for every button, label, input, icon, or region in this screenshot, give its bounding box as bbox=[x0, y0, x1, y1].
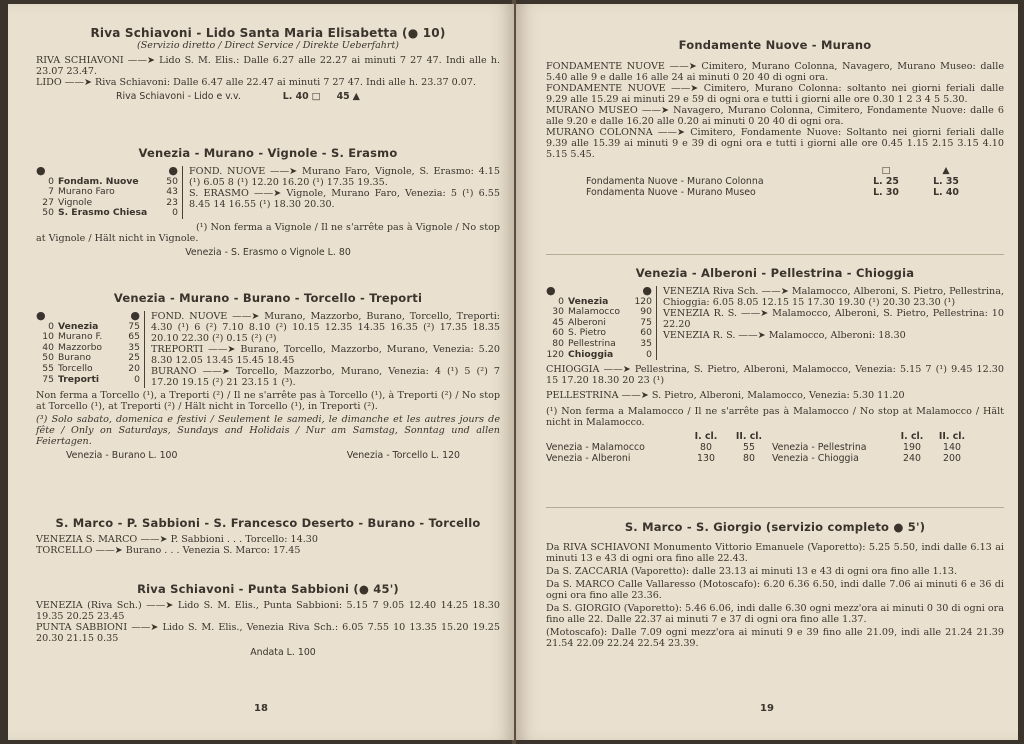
bullet-icon: ● bbox=[36, 164, 46, 177]
section-sabbioni bbox=[36, 582, 500, 658]
stop-name: Burano bbox=[58, 352, 91, 364]
fare-table bbox=[586, 165, 1004, 198]
stop-km: 75 bbox=[42, 373, 54, 385]
stop-km: 10 bbox=[42, 331, 54, 343]
timetable-entry: VENEZIA S. MARCO ——➤ P. Sabbioni . . . Torcello: 14.30 bbox=[36, 534, 318, 545]
timetable-entry: VENEZIA R. S. ——➤ Malamocco, Alberoni, S. Pietro, Pellestrina: 10 22.20 bbox=[663, 308, 1004, 330]
timetable-entry: FONDAMENTE NUOVE ——➤ Cimitero, Murano Colonna: soltanto nei giorni feriali dalle 9.29 alle 15.29 ai minuti 29 e 59 di ogni ora e tutti i giorni alle ore 0.30 1 2 3 4 5 5.30. bbox=[546, 83, 1004, 105]
bullet-icon: ● bbox=[36, 309, 46, 322]
stop-name: Chioggia bbox=[568, 348, 614, 360]
footnote: (¹) Non ferma a Malamocco / Il ne s'arrête pas à Malamocco / No stop at Malamocco / Hält nicht in Malamocco. bbox=[546, 406, 1004, 429]
timetable-entry: FONDAMENTE NUOVE ——➤ Cimitero, Murano Colonna, Navagero, Murano Museo: dalle 5.40 alle 9 e dalle 16 alle 24 ai minuti 0 20 40 di ogni ora. bbox=[546, 61, 1004, 83]
stop-row bbox=[36, 375, 140, 386]
timetable-entry: S. ERASMO ——➤ Vignole, Murano Faro, Venezia: 5 (¹) 6.55 8.45 14 16.55 (¹) 18.30 20.30. bbox=[189, 188, 500, 210]
section-giorgio bbox=[546, 520, 1004, 649]
timetable-entry: Da RIVA SCHIAVONI Monumento Vittorio Emanuele (Vaporetto): 5.25 5.50, indi dalle 6.13 ai minuti 13 e 43 di ogni ora fino alle 22.43. bbox=[546, 542, 1004, 564]
stop-km: 0 bbox=[558, 295, 564, 307]
fare-route: Venezia - Alberoni bbox=[546, 453, 631, 465]
timetable-entry: MURANO MUSEO ——➤ Navagero, Murano Colonna, Cimitero, Fondamente Nuove: dalle 6 alle 9.20 e dalle 16.20 alle 0.20 ai minuti 0 20 40 di ogni ora. bbox=[546, 105, 1004, 127]
timetable-entry: CHIOGGIA ——➤ Pellestrina, S. Pietro, Alberoni, Malamocco, Venezia: 5.15 7 (¹) 9.45 12.30 15 17.20 18.30 20 23 (¹) bbox=[546, 364, 1004, 387]
stop-km: 120 bbox=[546, 348, 564, 360]
stop-name: Treporti bbox=[58, 373, 99, 385]
timetable-entry: FOND. NUOVE ——➤ Murano, Mazzorbo, Burano, Torcello, Treporti: 4.30 (¹) 6 (²) 7.10 8.10 (²) 10.15 12.35 14.35 16.35 (²) 17.35 18.35 20.10 22.30 (²) 0.15 (²) (³) bbox=[151, 311, 500, 344]
page-number: 18 bbox=[254, 703, 268, 714]
stop-km-reverse: 120 bbox=[634, 295, 652, 307]
stop-name: Murano F. bbox=[58, 331, 103, 343]
timetable-entry: TORCELLO ——➤ Burano . . . Venezia S. Marco: 17.45 bbox=[36, 545, 301, 556]
timetable-entry: MURANO COLONNA ——➤ Cimitero, Fondamente Nuove: Soltanto nei giorni feriali dalle 9.39 alle 15.39 ai minuti 9 e 39 di ogni ora e tutti i giorni alle ore 0.45 1.15 2.15 3.15 4.10 5.15 5.45. bbox=[546, 127, 1004, 160]
timetable-entry: VENEZIA (Riva Sch.) ——➤ Lido S. M. Elis., Punta Sabbioni: 5.15 7 9.05 12.40 14.25 18.30 19.35 20.25 23.45 bbox=[36, 600, 500, 622]
fare-value: L. 25 bbox=[873, 176, 899, 187]
fare-header: II. cl. bbox=[938, 431, 966, 443]
fare-value: L. 35 bbox=[933, 176, 959, 187]
fare-line bbox=[36, 450, 500, 461]
stop-km-reverse: 50 bbox=[166, 175, 178, 187]
section-subtitle: (Servizio diretto / Direct Service / Direkte Ueberfahrt) bbox=[137, 40, 399, 51]
stop-list bbox=[546, 286, 657, 360]
fare-value: 240 bbox=[903, 453, 921, 465]
bullet-icon: ● bbox=[642, 284, 652, 297]
fare-table bbox=[546, 431, 1004, 464]
stop-km: 27 bbox=[42, 196, 54, 208]
fare-value: L. 40 bbox=[282, 91, 309, 102]
triangle-icon: ▲ bbox=[942, 165, 950, 176]
square-icon: □ bbox=[881, 165, 891, 176]
timetable-entry: TREPORTI ——➤ Burano, Torcello, Mazzorbo, Murano, Venezia: 5.20 8.30 12.05 13.45 15.45 18.45 bbox=[151, 344, 500, 366]
left-page bbox=[8, 4, 514, 740]
stop-km-reverse: 65 bbox=[128, 331, 140, 343]
stop-km: 30 bbox=[552, 306, 564, 318]
section-title: Venezia - Murano - Burano - Torcello - Treporti bbox=[113, 291, 423, 305]
stop-name: Mazzorbo bbox=[58, 341, 103, 353]
section-title: S. Marco - P. Sabbioni - S. Francesco Deserto - Burano - Torcello bbox=[55, 516, 481, 530]
timetable-entry: VENEZIA R. S. ——➤ Malamocco, Alberoni: 18.30 bbox=[663, 330, 906, 341]
fare-value: 130 bbox=[697, 453, 715, 465]
stop-km: 50 bbox=[42, 352, 54, 364]
section-title: Venezia - Murano - Vignole - S. Erasmo bbox=[138, 146, 398, 160]
fare-value: 140 bbox=[943, 442, 961, 454]
stop-name: Murano Faro bbox=[58, 186, 115, 198]
stop-km: 55 bbox=[42, 362, 54, 374]
fare-value: 55 bbox=[743, 442, 755, 454]
stop-name: Malamocco bbox=[568, 306, 621, 318]
fare-item: Venezia - Burano L. 100 bbox=[66, 450, 178, 461]
fare-line: Andata L. 100 bbox=[250, 647, 316, 658]
timetable-entry: VENEZIA Riva Sch. ——➤ Malamocco, Alberoni, S. Pietro, Pellestrina, Chioggia: 6.05 8.05 12.15 15 17.30 19.30 (¹) 20.30 23.30 (¹) bbox=[663, 286, 1004, 308]
stop-km: 60 bbox=[552, 327, 564, 339]
timetable-entry: Da S. ZACCARIA (Vaporetto): dalle 23.13 ai minuti 13 e 43 di ogni ora fino alle 1.13. bbox=[546, 566, 958, 577]
timetable-entry: PUNTA SABBIONI ——➤ Lido S. M. Elis., Venezia Riva Sch.: 6.05 7.55 10 13.35 15.20 19.25 20.30 21.15 0.35 bbox=[36, 622, 500, 644]
section-title: S. Marco - S. Giorgio (servizio completo ● 5') bbox=[624, 520, 926, 534]
stop-name: Pellestrina bbox=[568, 337, 616, 349]
fare-value: 80 bbox=[743, 453, 755, 465]
timetable-entry: RIVA SCHIAVONI ——➤ Lido S. M. Elis.: Dalle 6.27 alle 22.27 ai minuti 7 27 47. Indi alle h. 23.07 23.47. bbox=[36, 55, 500, 77]
fare-line bbox=[36, 91, 500, 102]
stop-km: 40 bbox=[42, 341, 54, 353]
right-page bbox=[516, 4, 1018, 740]
fare-value: L. 30 bbox=[873, 187, 899, 198]
stop-row bbox=[546, 350, 652, 361]
section-title: Fondamente Nuove - Murano bbox=[678, 38, 872, 52]
timetable-entry: FOND. NUOVE ——➤ Murano Faro, Vignole, S. Erasmo: 4.15 (¹) 6.05 8 (¹) 12.20 16.20 (¹) 17.35 19.35. bbox=[189, 166, 500, 188]
stop-km-reverse: 23 bbox=[166, 196, 178, 208]
divider bbox=[546, 507, 1004, 508]
fare-value: 200 bbox=[943, 453, 961, 465]
section-torcello bbox=[36, 516, 500, 556]
stop-km-reverse: 0 bbox=[134, 373, 140, 385]
stop-km: 45 bbox=[552, 316, 564, 328]
stop-name: Torcello bbox=[58, 362, 93, 374]
bullet-icon: ● bbox=[130, 309, 140, 322]
stop-km-reverse: 0 bbox=[172, 207, 178, 219]
fare-route: Fondamenta Nuove - Murano Museo bbox=[586, 187, 756, 198]
stop-name: S. Pietro bbox=[568, 327, 607, 339]
timetable-entry: Da S. GIORGIO (Vaporetto): 5.46 6.06, indi dalle 6.30 ogni mezz'ora ai minuti 0 30 di ogni ora fino alle 22. Dalle 22.37 ai minuti 7 e 37 di ogni ora fino alle 1.37. bbox=[546, 603, 1004, 625]
fare-value: 45 bbox=[336, 91, 350, 102]
fare-value: L. 40 bbox=[933, 187, 959, 198]
timetable-entry: Da S. MARCO Calle Vallaresso (Motoscafo): 6.20 6.36 6.50, indi dalle 7.06 ai minuti 6 e 36 di ogni ora fino alle 23.36. bbox=[546, 579, 1004, 601]
fare-route: Riva Schiavoni - Lido e v.v. bbox=[116, 91, 241, 102]
section-treporti bbox=[36, 291, 500, 461]
square-icon: □ bbox=[311, 91, 321, 102]
fare-header: I. cl. bbox=[694, 431, 718, 443]
timetable-entry: BURANO ——➤ Torcello, Mazzorbo, Murano, Venezia: 4 (¹) 5 (²) 7 17.20 19.15 (²) 21 23.15 1 (³). bbox=[151, 366, 500, 388]
section-lido bbox=[36, 26, 500, 102]
section-title: Riva Schiavoni - Lido Santa Maria Elisabetta (● 10) bbox=[90, 26, 446, 40]
stop-km-reverse: 90 bbox=[640, 306, 652, 318]
stop-km: 0 bbox=[48, 175, 54, 187]
stop-row bbox=[36, 208, 178, 219]
bullet-icon: ● bbox=[168, 164, 178, 177]
page-number: 19 bbox=[760, 703, 774, 714]
fare-header: I. cl. bbox=[900, 431, 924, 443]
fare-line: Venezia - S. Erasmo o Vignole L. 80 bbox=[185, 246, 351, 258]
stop-km-reverse: 43 bbox=[166, 186, 178, 198]
bullet-icon: ● bbox=[546, 284, 556, 297]
footnote: Non ferma a Torcello (¹), a Treporti (²) / Il ne s'arrête pas à Torcello (¹), à Treporti (²) / No stop at Torcello (¹), at Treporti (²) / Hält nicht in Torcello (¹), in Treporti (²). bbox=[36, 390, 500, 412]
section-chioggia bbox=[546, 266, 1004, 464]
fare-route: Venezia - Chioggia bbox=[772, 453, 859, 465]
fare-value: 80 bbox=[700, 442, 712, 454]
section-murano bbox=[546, 38, 1004, 198]
stop-km-reverse: 0 bbox=[646, 348, 652, 360]
timetable-entry: (Motoscafo): Dalle 7.09 ogni mezz'ora ai minuti 9 e 39 fino alle 21.09, indi alle 21.24 21.39 21.54 22.09 22.24 22.54 23.39. bbox=[546, 627, 1004, 649]
stop-km-reverse: 75 bbox=[128, 320, 140, 332]
stop-km: 0 bbox=[48, 320, 54, 332]
stop-km-reverse: 75 bbox=[640, 316, 652, 328]
stop-name: Venezia bbox=[58, 320, 99, 332]
stop-name: Fondam. Nuove bbox=[58, 175, 139, 187]
divider bbox=[546, 254, 1004, 255]
fare-route: Venezia - Malamocco bbox=[546, 442, 645, 454]
stop-km-reverse: 60 bbox=[640, 327, 652, 339]
footnote: (³) Solo sabato, domenica e festivi / Seulement le samedi, le dimanche et les autres jours de fête / Only on Saturdays, Sundays and Holidais / Nur am Samstag, Sonntag und allen Feiertagen. bbox=[36, 414, 500, 447]
timetable-entry: PELLESTRINA ——➤ S. Pietro, Alberoni, Malamocco, Venezia: 5.30 11.20 bbox=[546, 390, 905, 402]
stop-name: Vignole bbox=[58, 196, 93, 208]
timetable-entry: LIDO ——➤ Riva Schiavoni: Dalle 6.47 alle 22.47 ai minuti 7 27 47. Indi alle h. 23.37 0.07. bbox=[36, 77, 477, 88]
stop-km-reverse: 35 bbox=[640, 337, 652, 349]
stop-km: 50 bbox=[42, 207, 54, 219]
stop-list bbox=[36, 166, 183, 219]
section-erasmo bbox=[36, 146, 500, 258]
stop-km-reverse: 25 bbox=[128, 352, 140, 364]
stop-km-reverse: 20 bbox=[128, 362, 140, 374]
section-title: Venezia - Alberoni - Pellestrina - Chioggia bbox=[635, 266, 915, 280]
footnote: (¹) Non ferma a Vignole / Il ne s'arrête pas à Vignole / No stop at Vignole / Hält nicht in Vignole. bbox=[36, 221, 500, 244]
fare-header: II. cl. bbox=[735, 431, 763, 443]
fare-item: Venezia - Torcello L. 120 bbox=[346, 450, 460, 461]
fare-value: 190 bbox=[903, 442, 921, 454]
stop-km: 80 bbox=[552, 337, 564, 349]
stop-name: S. Erasmo Chiesa bbox=[58, 207, 148, 219]
fare-route: Fondamenta Nuove - Murano Colonna bbox=[586, 176, 764, 187]
stop-list bbox=[36, 311, 145, 388]
stop-name: Alberoni bbox=[568, 316, 606, 328]
stop-name: Venezia bbox=[568, 295, 609, 307]
stop-km: 7 bbox=[48, 186, 54, 198]
triangle-icon: ▲ bbox=[352, 91, 360, 102]
section-title: Riva Schiavoni - Punta Sabbioni (● 45') bbox=[137, 582, 399, 596]
fare-route: Venezia - Pellestrina bbox=[772, 442, 867, 454]
stop-km-reverse: 35 bbox=[128, 341, 140, 353]
